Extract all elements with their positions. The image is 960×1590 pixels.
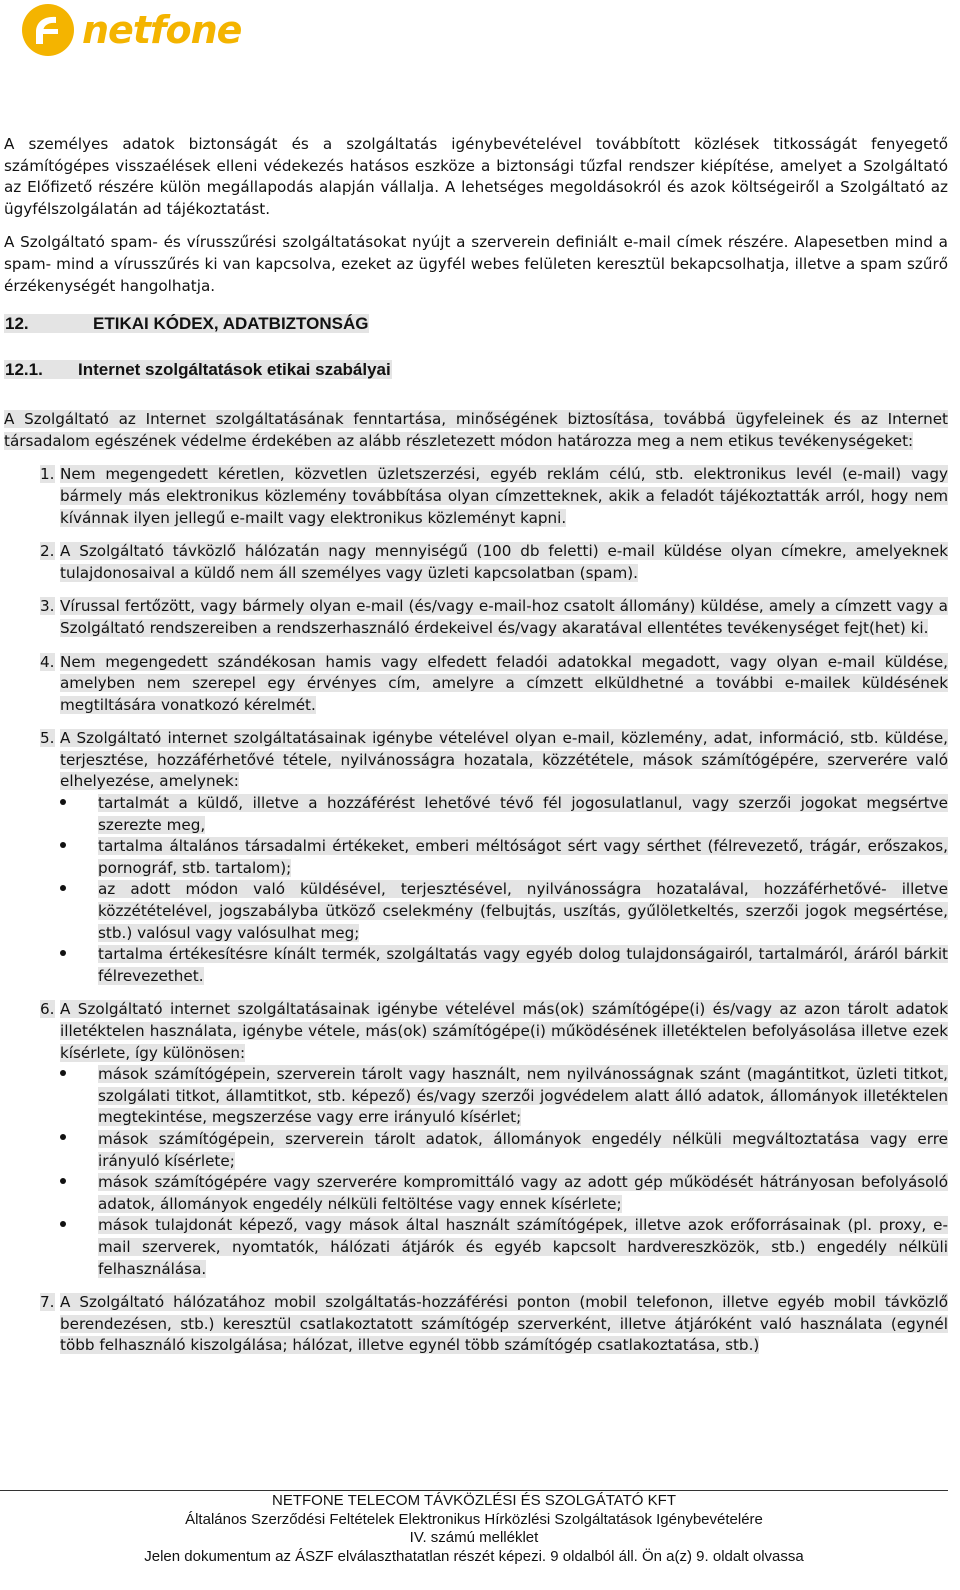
bullet-item: mások számítógépére vagy szerverére kompromittáló vagy az adott gép működését hátrányosan befolyásoló adatok, állományok engedély nélküli feltöltése vagy ennek kísérlete; xyxy=(60,1172,948,1215)
list-item xyxy=(4,728,948,987)
bullet-item: tartalma értékesítésre kínált termék, szolgáltatás vagy egyéb dolog tulajdonságairól, tartalmáról, áráról bárkit félrevezethet. xyxy=(60,944,948,987)
paragraph-firewall: A személyes adatok biztonságát és a szolgáltatás igénybevételével továbbított közlések titkosságát fenyegető számítógépes visszaélések elleni védekezés hatásos eszköze a biztonsági tűzfal rendszer kiépítése, amelyet a Szolgáltató az Előfizető részére külön megállapodás alapján vállalja. A lehetséges megoldásokról és azok költségeiről a Szolgáltató az ügyfélszolgálatán ad tájékoztatást. xyxy=(4,135,948,218)
item-text: A Szolgáltató hálózatához mobil szolgáltatás-hozzáférési ponton (mobil telefonon, illetve egyéb mobil távközlő berendezésen, stb.) keresztül csatlakoztatott számítógép szerverként, illetve átjáróként való használata (egynél több felhasználó kiszolgálása; hálózat, illetve egynél több számítógép csatlakoztatása, stb.) xyxy=(60,1293,948,1355)
section-title: ETIKAI KÓDEX, ADATBIZTONSÁG xyxy=(93,314,369,334)
logo-wordmark: netfone xyxy=(82,8,242,52)
intro-paragraph: A Szolgáltató az Internet szolgáltatásának fenntartása, minőségének biztosítása, továbbá ügyfeleinek és az Internet társadalom egészének védelme érdekében az alább részletezett módon határozza meg a nem etikus tevékenységeket: xyxy=(4,410,948,450)
bullet-item: mások számítógépein, szerverein tárolt adatok, állományok engedély nélküli megváltoztatása vagy erre irányuló kísérlete; xyxy=(60,1129,948,1172)
subsection-number: 12.1. xyxy=(5,360,43,380)
item-number: 2. xyxy=(40,542,55,561)
bullet-item: mások számítógépein, szerverein tárolt vagy használt, nem nyilvánosságnak szánt (magántitkot, üzleti titkot, szolgálati titkot, államtitkot, stb. képező) és/vagy szerzői jogvédelem alatt álló adatok, állományok illetéktelen megtekintése, megszerzése vagy erre irányuló kísérlet; xyxy=(60,1064,948,1129)
bullet-icon xyxy=(60,944,98,987)
item-number: 4. xyxy=(40,652,55,671)
item-number: 6. xyxy=(40,1000,55,1019)
footer-page-note: Jelen dokumentum az ÁSZF elválaszthatatlan részét képezi. 9 oldalból áll. Ön a(z) 9. oldalt olvassa xyxy=(144,1547,804,1565)
section-heading xyxy=(4,313,948,335)
item-text: Nem megengedett szándékosan hamis vagy elfedett feladói adatokkal megadott, vagy olyan e-mail küldése, amelyben nem szerepel egy érvényes cím, amelyre a címzett elküldhetné a további e-mailek küldésének megtiltására vonatkozó kérelmét. xyxy=(60,652,948,714)
bullet-list xyxy=(60,1064,948,1280)
bullet-item: tartalmát a küldő, illetve a hozzáférést lehetővé tévő fél jogosulatlanul, vagy szerzői jogokat megsértve szerezte meg, xyxy=(60,793,948,836)
item-text: A Szolgáltató távközlő hálózatán nagy mennyiségű (100 db feletti) e-mail küldése olyan címekre, amelyeknek tulajdonosaival a küldő nem áll személyes vagy üzleti kapcsolatban (spam). xyxy=(60,542,948,582)
bullet-icon xyxy=(60,1064,98,1129)
item-text: A Szolgáltató internet szolgáltatásainak igénybe vételével olyan e-mail, közlemény, adat, információ, stb. küldése, terjesztése, hozzáférhetővé tétele, nyilvánosságra hozatala, közzététele, mások számítógépére, szerverére való elhelyezése, amelynek: xyxy=(60,729,948,791)
footer-company: NETFONE TELECOM TÁVKÖZLÉSI ÉS SZOLGÁTATÓ KFT xyxy=(272,1492,676,1509)
item-text: A Szolgáltató internet szolgáltatásainak igénybe vételével más(ok) számítógépe(i) és/vagy az azon tárolt adatok illetéktelen használata, igénybe vétele, más(ok) számítógépe(i) működésének illetéktelen befolyásolása illetve ezek kísérlete, így különösen: xyxy=(60,1000,948,1062)
subsection-title: Internet szolgáltatások etikai szabályai xyxy=(78,360,391,380)
bullet-icon xyxy=(60,1172,98,1215)
document-body xyxy=(4,134,948,1369)
footer-divider xyxy=(0,1490,948,1491)
section-number: 12. xyxy=(5,314,29,334)
bullet-item: mások tulajdonát képező, vagy mások által használt számítógépek, illetve azok erőforrásainak (pl. proxy, e-mail szerverek, nyomtatók, hálózati átjárók és egyéb kapcsolt hardvereszközök, stb.) engedély nélküli felhasználása. xyxy=(60,1215,948,1280)
list-item xyxy=(4,1292,948,1357)
page-footer xyxy=(0,1492,948,1566)
bullet-list xyxy=(60,793,948,987)
item-number: 3. xyxy=(40,597,55,616)
bullet-item: az adott módon való küldésével, terjesztésével, nyilvánosságra hozatalával, hozzáférhetővé- illetve közzétételével, jogszabályba ütköző cselekmény (felbujtás, uszítás, gyűlöletkeltés, szerzői jogok megsértése, stb.) valósul vagy valósulhat meg; xyxy=(60,879,948,944)
bullet-icon xyxy=(60,1129,98,1172)
list-item xyxy=(4,652,948,717)
item-number: 5. xyxy=(40,729,55,748)
list-item xyxy=(4,541,948,584)
footer-document-title: Általános Szerződési Feltételek Elektronikus Hírközlési Szolgáltatások Igénybevételére xyxy=(185,1510,763,1528)
netfone-logo xyxy=(22,4,241,56)
item-number: 1. xyxy=(40,465,55,484)
netfone-logo-icon xyxy=(22,4,74,56)
list-item xyxy=(4,999,948,1280)
paragraph-spam-filter: A Szolgáltató spam- és vírusszűrési szolgáltatásokat nyújt a szerverein definiált e-mail címek részére. Alapesetben mind a spam- mind a vírusszűrés ki van kapcsolva, ezeket az ügyfél webes felületen keresztül bekapcsolhatja, illetve a spam szűrő érzékenységét hangolhatja. xyxy=(4,233,948,295)
subsection-heading xyxy=(4,359,948,381)
list-item xyxy=(4,596,948,639)
item-text: Vírussal fertőzött, vagy bármely olyan e-mail (és/vagy e-mail-hoz csatolt állomány) küldése, amely a címzett vagy a Szolgáltató rendszereiben a rendszerhasználó érdekeivel és/vagy akaratával ellentétes tevékenységet fejt(het) ki. xyxy=(60,597,948,637)
bullet-item: tartalma általános társadalmi értékeket, emberi méltóságot sért vagy sérthet (félrevezető, trágár, erőszakos, pornográf, stb. tartalom); xyxy=(60,836,948,879)
bullet-icon xyxy=(60,836,98,879)
footer-annex: IV. számú melléklet xyxy=(409,1529,539,1546)
bullet-icon xyxy=(60,793,98,836)
list-item xyxy=(4,464,948,529)
item-number: 7. xyxy=(40,1293,55,1312)
item-text: Nem megengedett kéretlen, közvetlen üzletszerzési, egyéb reklám célú, stb. elektronikus levél (e-mail) vagy bármely más elektronikus közlemény továbbítása olyan címzetteknek, akik a feladót tájékoztatták arról, hogy nem kívánnak ilyen jellegű e-mailt vagy elektronikus közleményt kapni. xyxy=(60,465,948,527)
bullet-icon xyxy=(60,879,98,944)
bullet-icon xyxy=(60,1215,98,1280)
